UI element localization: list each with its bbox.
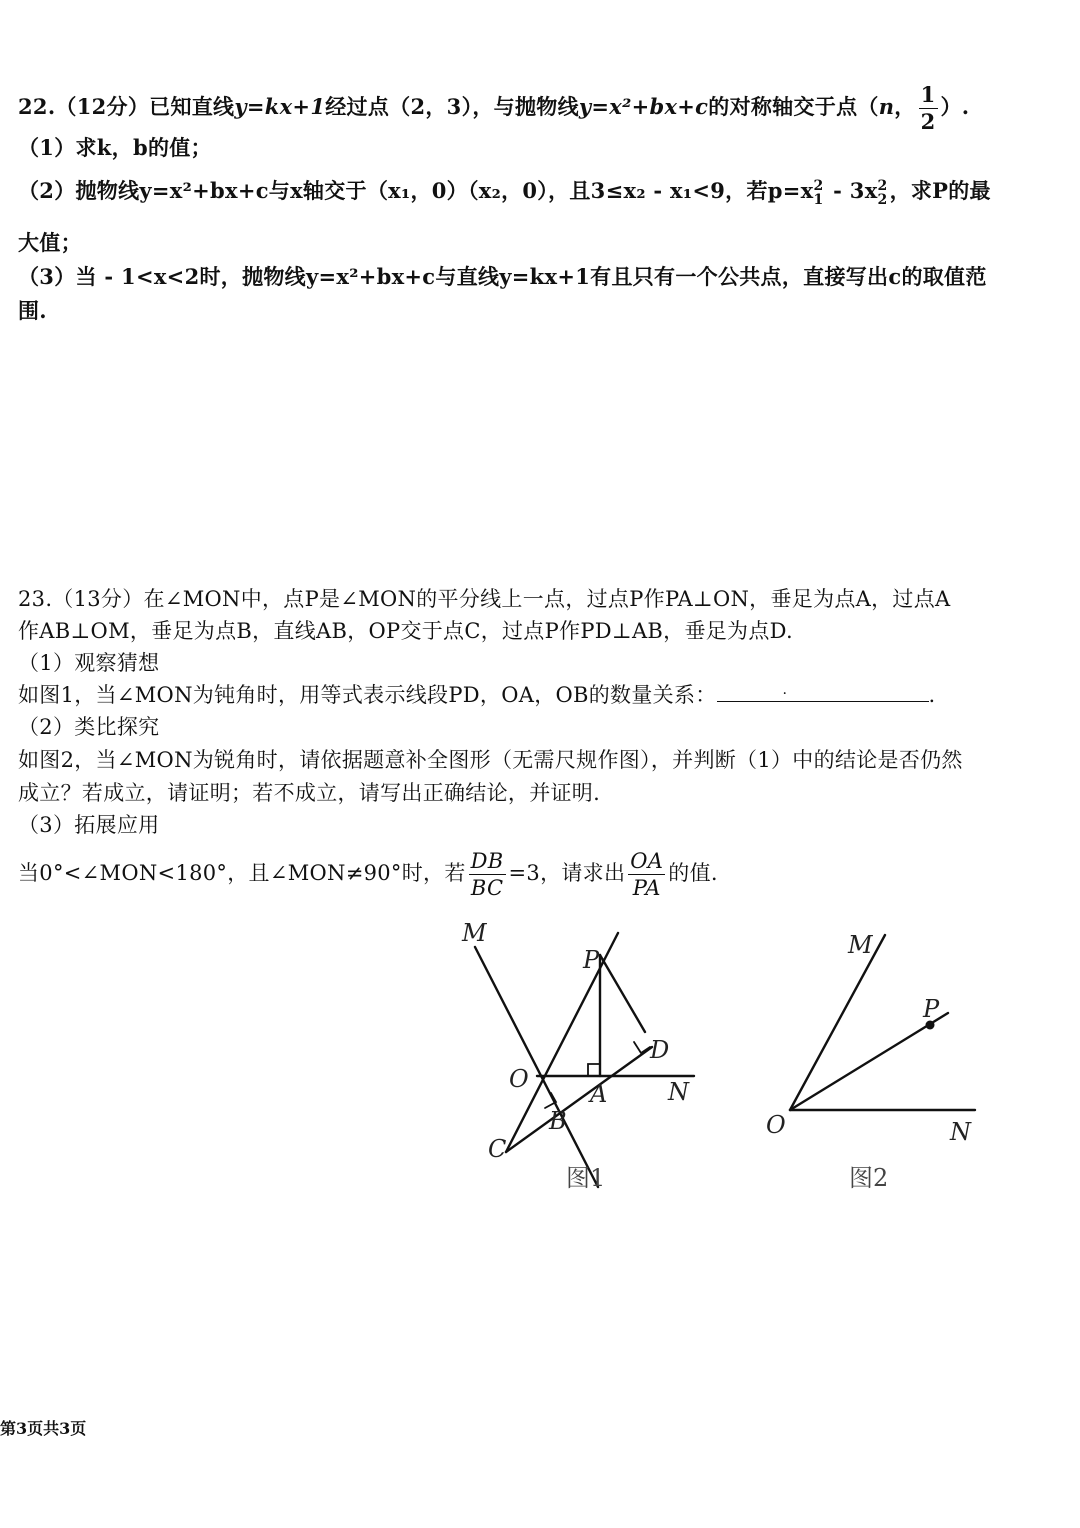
blank-dot: . [782, 682, 788, 698]
fig2-label-N: N [950, 1118, 971, 1146]
q22-tail: ）. [940, 94, 970, 119]
q22-sym-axis: 的对称轴交于点（ [708, 94, 879, 119]
oa-pa-fraction [628, 848, 665, 901]
answer-blank[interactable] [717, 683, 929, 702]
q23-section2-text2: 成立？若成立，请证明；若不成立，请写出正确结论，并证明. [18, 781, 601, 805]
fig1-label-D: D [650, 1036, 670, 1064]
q22-through: 经过点（2，3），与抛物线 [325, 94, 579, 119]
fig2-label-M: M [848, 931, 873, 959]
sub-2: 2 [877, 191, 888, 208]
x-var: x [864, 178, 878, 203]
q23-eq3: =3，请求出 [508, 861, 626, 885]
q22-part2 [18, 176, 991, 207]
q22-comma: ， [894, 94, 916, 119]
sup-2: 2 [877, 177, 888, 194]
q22-part2-cont: 大值； [18, 230, 82, 255]
figure-1 [440, 915, 720, 1205]
q22-part1: （1）求k，b的值； [18, 135, 212, 160]
q23-line2: 作AB⊥OM，垂足为点B，直线AB，OP交于点C，过点P作PD⊥AB，垂足为点D. [18, 619, 794, 643]
q22-eq-line: y=kx+1 [234, 94, 326, 119]
q22-half-fraction [919, 82, 938, 135]
q23-section3-pre: 当0°<∠MON<180°，且∠MON≠90°时，若 [18, 861, 466, 885]
q23-period: . [928, 683, 936, 707]
fig1-label-M: M [462, 919, 487, 947]
q23-section1-text [18, 680, 936, 710]
q23-section2-text1: 如图2，当∠MON为锐角时，请依据题意补全图形（无需尺规作图），并判断（1）中的结论是否仍然 [18, 748, 963, 772]
frac-db: DB [470, 849, 504, 873]
page-footer: 第3页共3页 [0, 1419, 87, 1438]
sub-1: 1 [813, 191, 824, 208]
db-bc-fraction [469, 848, 506, 901]
q22-half-den: 2 [920, 109, 936, 134]
fig1-label-O: O [509, 1065, 529, 1093]
x-var: x [800, 178, 814, 203]
q23-section2-heading: （2）类比探究 [18, 715, 160, 739]
x1-squared-scripts [813, 179, 823, 207]
q23-section1-question: 如图1，当∠MON为钝角时，用等式表示线段PD，OA，OB的数量关系： [18, 683, 717, 707]
fig1-segment-PD [600, 955, 645, 1032]
q22-half-num: 1 [920, 82, 936, 107]
minus-three: - 3 [825, 178, 865, 203]
q22-part3-cont: 围. [18, 298, 47, 323]
x2-squared-scripts [878, 179, 888, 207]
sup-2: 2 [813, 177, 824, 194]
fig2-caption: 图2 [849, 1164, 889, 1192]
q22-head: 22.（12分）已知直线 [18, 94, 235, 119]
frac-oa: OA [630, 849, 664, 873]
q22-part3: （3）当 - 1<x<2时，抛物线y=x²+bx+c与直线y=kx+1有且只有一个公共点，直接写出c的取值范 [18, 264, 987, 289]
fig1-right-angle-A [588, 1064, 600, 1076]
fig1-caption: 图1 [566, 1164, 606, 1192]
fig2-label-P: P [923, 995, 940, 1023]
frac-bc: BC [470, 876, 504, 900]
fig2-bisector-OP [790, 1013, 948, 1110]
q22-part2-tail: ，求P的最 [889, 178, 991, 203]
q23-section1-heading: （1）观察猜想 [18, 651, 160, 675]
figure-2 [755, 915, 995, 1205]
fig1-label-A: A [590, 1080, 608, 1108]
fig1-label-C: C [488, 1135, 507, 1163]
q22-eq-para: y=x²+bx+c [578, 94, 709, 119]
q23-section3-post: 的值. [668, 861, 718, 885]
q23-section3-heading: （3）拓展应用 [18, 813, 160, 837]
q23-section3-text [18, 845, 718, 901]
fig1-label-N: N [668, 1078, 689, 1106]
fig1-label-P: P [583, 946, 600, 974]
q22-n: n [878, 94, 895, 119]
frac-pa: PA [632, 876, 661, 900]
q23-line1: 23.（13分）在∠MON中，点P是∠MON的平分线上一点，过点P作PA⊥ON，垂足为点A，过点A [18, 587, 951, 611]
q22-part2-text: （2）抛物线y=x²+bx+c与x轴交于（x₁，0）（x₂，0），且3≤x₂ - x₁<9，若p= [18, 178, 801, 203]
q22-line1 [18, 82, 969, 135]
fig2-ray-OM [790, 935, 885, 1110]
fig1-line-AB [506, 1047, 652, 1152]
fig2-label-O: O [766, 1111, 786, 1139]
fig1-label-B: B [549, 1107, 567, 1135]
